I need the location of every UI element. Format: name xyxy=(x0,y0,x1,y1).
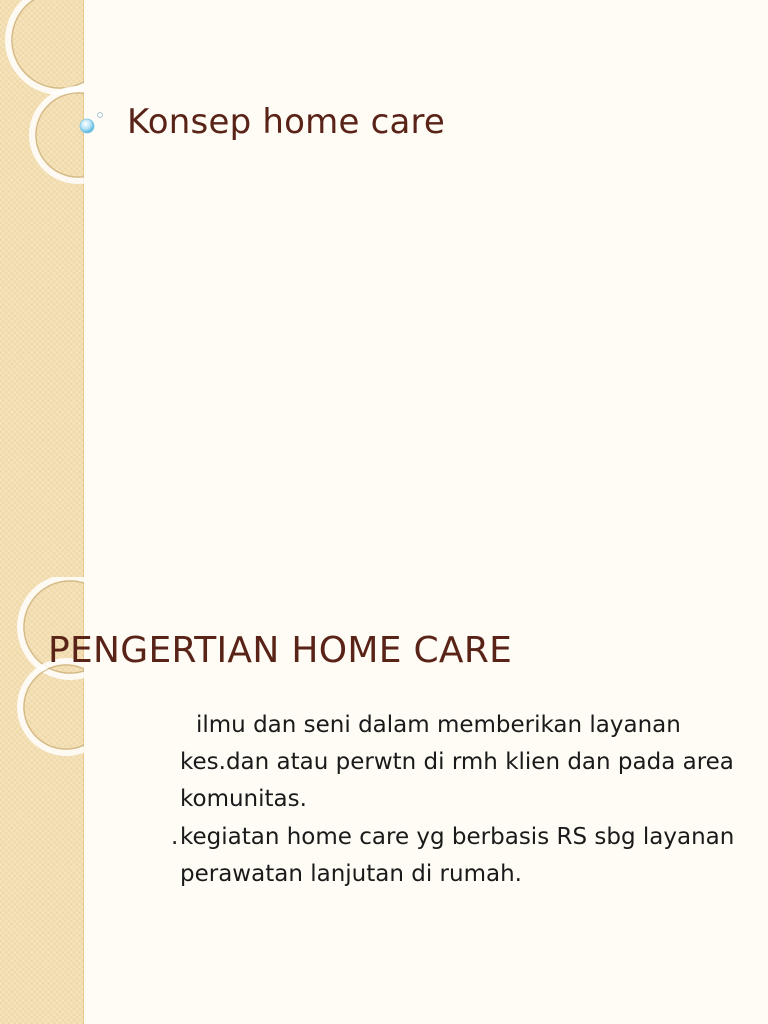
slide-body xyxy=(171,707,740,893)
paragraph xyxy=(171,819,740,893)
slide-title: Konsep home care xyxy=(127,102,446,142)
decorative-side-band xyxy=(0,0,84,577)
slide-title: PENGERTIAN HOME CARE xyxy=(48,630,513,671)
bubble-icon xyxy=(76,110,110,134)
slide-2 xyxy=(0,577,768,1024)
paragraph-text: ilmu dan seni dalam memberikan layanan kes.dan atau perwtn di rmh klien dan pada area komunitas. xyxy=(180,712,734,812)
paragraph-marker: . xyxy=(171,824,179,850)
paragraph-text: kegiatan home care yg berbasis RS sbg layanan perawatan lanjutan di rumah. xyxy=(180,824,735,887)
ring-decoration-icon xyxy=(0,0,84,577)
paragraph xyxy=(180,707,740,818)
